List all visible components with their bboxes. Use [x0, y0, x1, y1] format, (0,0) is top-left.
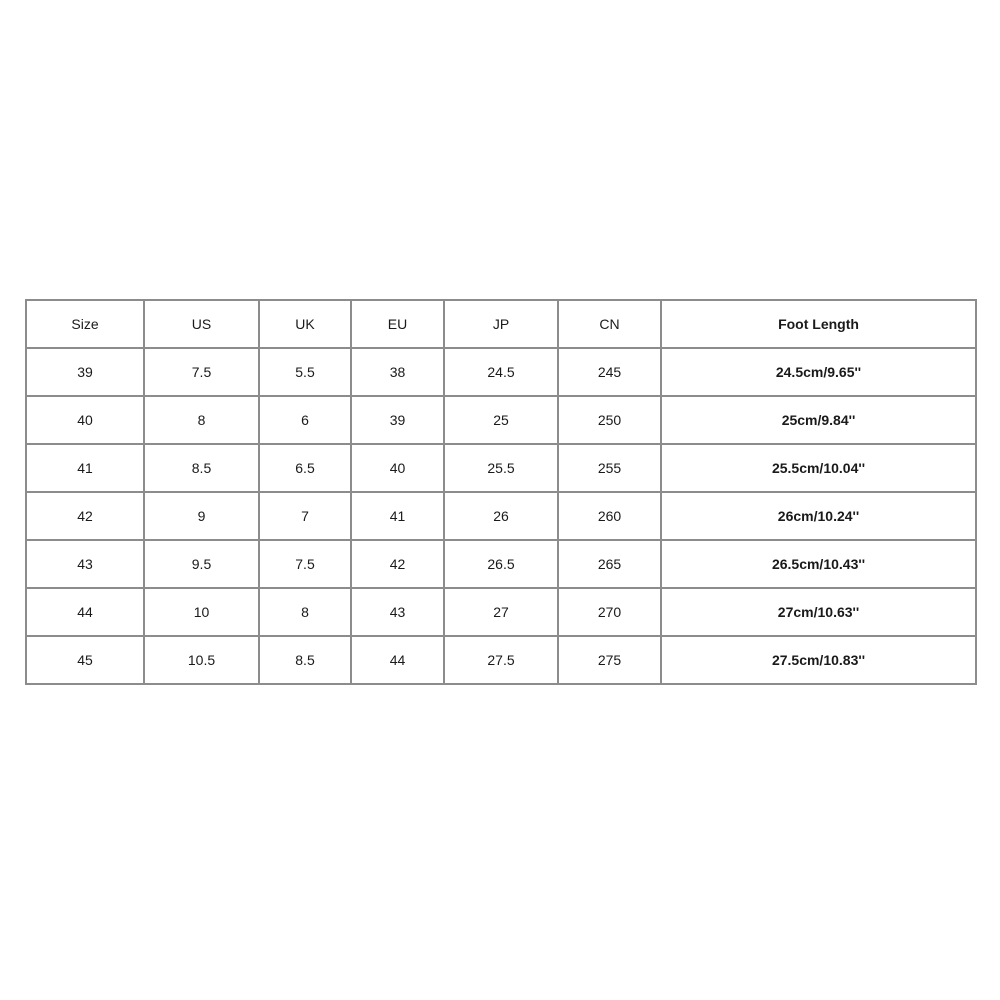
header-foot-length: Foot Length: [661, 300, 976, 348]
cell-us: 10.5: [144, 636, 259, 684]
cell-jp: 27: [444, 588, 558, 636]
cell-foot-length: 24.5cm/9.65'': [661, 348, 976, 396]
cell-us: 9: [144, 492, 259, 540]
cell-foot-length: 25.5cm/10.04'': [661, 444, 976, 492]
cell-eu: 42: [351, 540, 444, 588]
cell-size: 42: [26, 492, 144, 540]
cell-jp: 27.5: [444, 636, 558, 684]
header-uk: UK: [259, 300, 351, 348]
cell-jp: 24.5: [444, 348, 558, 396]
cell-uk: 8: [259, 588, 351, 636]
cell-us: 8.5: [144, 444, 259, 492]
cell-foot-length: 26.5cm/10.43'': [661, 540, 976, 588]
cell-foot-length: 27cm/10.63'': [661, 588, 976, 636]
table-row: [26, 396, 976, 444]
size-chart-table: [25, 299, 977, 685]
cell-us: 10: [144, 588, 259, 636]
cell-eu: 38: [351, 348, 444, 396]
table-row: [26, 588, 976, 636]
cell-eu: 43: [351, 588, 444, 636]
header-row: [26, 300, 976, 348]
table-row: [26, 636, 976, 684]
table-row: [26, 492, 976, 540]
cell-eu: 44: [351, 636, 444, 684]
cell-cn: 275: [558, 636, 661, 684]
cell-jp: 25.5: [444, 444, 558, 492]
cell-size: 44: [26, 588, 144, 636]
cell-us: 8: [144, 396, 259, 444]
cell-cn: 250: [558, 396, 661, 444]
header-eu: EU: [351, 300, 444, 348]
cell-size: 45: [26, 636, 144, 684]
table-row: [26, 540, 976, 588]
cell-uk: 7.5: [259, 540, 351, 588]
cell-uk: 8.5: [259, 636, 351, 684]
header-cn: CN: [558, 300, 661, 348]
cell-cn: 265: [558, 540, 661, 588]
cell-eu: 41: [351, 492, 444, 540]
cell-us: 7.5: [144, 348, 259, 396]
cell-cn: 255: [558, 444, 661, 492]
cell-eu: 40: [351, 444, 444, 492]
header-jp: JP: [444, 300, 558, 348]
header-us: US: [144, 300, 259, 348]
cell-jp: 26: [444, 492, 558, 540]
cell-cn: 270: [558, 588, 661, 636]
cell-foot-length: 27.5cm/10.83'': [661, 636, 976, 684]
table-row: [26, 348, 976, 396]
cell-size: 41: [26, 444, 144, 492]
cell-size: 40: [26, 396, 144, 444]
cell-jp: 25: [444, 396, 558, 444]
cell-size: 43: [26, 540, 144, 588]
header-size: Size: [26, 300, 144, 348]
cell-jp: 26.5: [444, 540, 558, 588]
cell-foot-length: 25cm/9.84'': [661, 396, 976, 444]
table-row: [26, 444, 976, 492]
cell-size: 39: [26, 348, 144, 396]
cell-cn: 245: [558, 348, 661, 396]
cell-uk: 7: [259, 492, 351, 540]
cell-foot-length: 26cm/10.24'': [661, 492, 976, 540]
cell-uk: 6.5: [259, 444, 351, 492]
cell-uk: 5.5: [259, 348, 351, 396]
cell-eu: 39: [351, 396, 444, 444]
cell-uk: 6: [259, 396, 351, 444]
cell-us: 9.5: [144, 540, 259, 588]
cell-cn: 260: [558, 492, 661, 540]
